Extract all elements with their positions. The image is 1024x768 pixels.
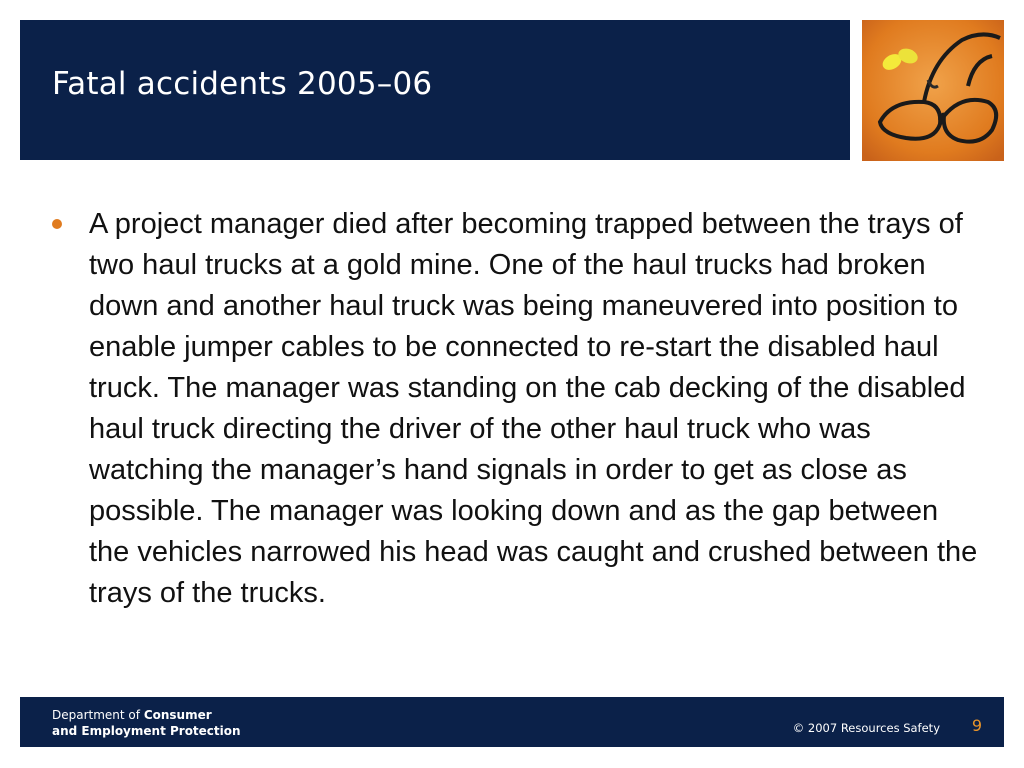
bullet-text: A project manager died after becoming trapped between the trays of two haul trucks at a gold mine. One of the haul trucks had broken down and another haul truck was being maneuvered into position to enable jumper cables to be connected to re-start the disabled haul truck. The manager was standing on the cab decking of the disabled haul truck directing the driver of the other haul truck who was watching the manager’s hand signals in order to get as close as possible. The manager was looking down and as the gap between the vehicles narrowed his head was caught and crushed between the trays of the trucks. <box>89 208 978 609</box>
safety-equipment-photo <box>862 20 1004 161</box>
footer-banner <box>20 697 1004 747</box>
page-number: 9 <box>971 716 982 735</box>
bullet-item <box>52 204 982 614</box>
dept-bold-2: and Employment Protection <box>52 724 241 738</box>
bullet-icon <box>52 219 62 229</box>
copyright-text: © 2007 Resources Safety <box>792 721 940 735</box>
department-name <box>52 707 241 739</box>
title-banner <box>20 20 850 160</box>
dept-bold-1: Consumer <box>143 708 212 722</box>
dept-prefix: Department of <box>52 708 144 722</box>
slide-title: Fatal accidents 2005–06 <box>52 66 433 102</box>
safety-glasses-icon <box>862 20 1004 161</box>
slide-content <box>52 204 982 614</box>
